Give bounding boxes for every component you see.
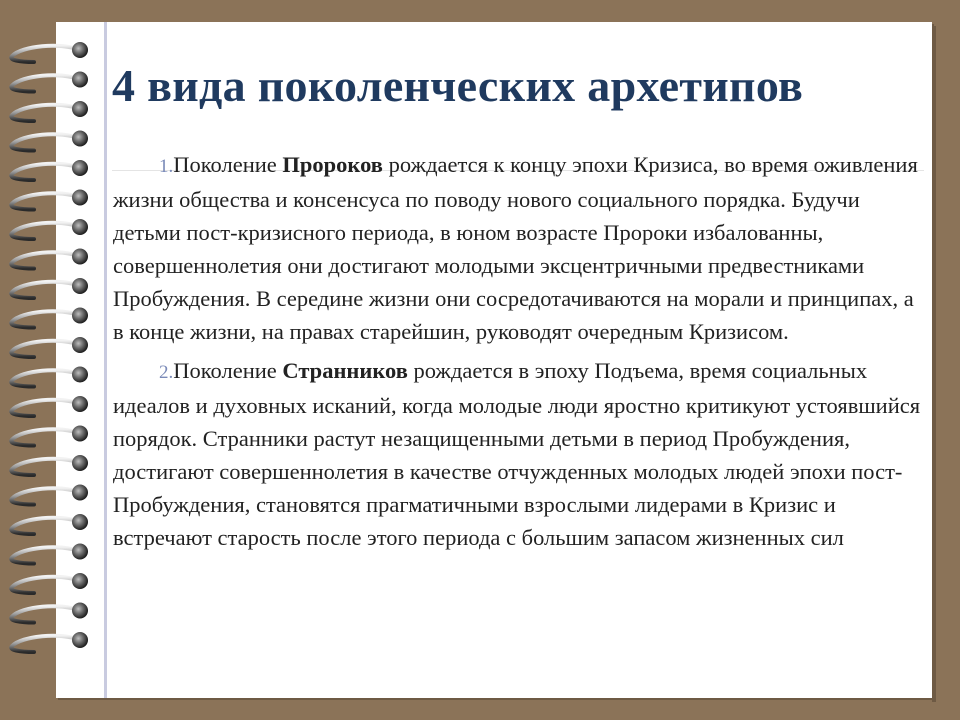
paragraph-wanderers [113, 354, 921, 554]
paragraph-prophets [113, 148, 921, 348]
spiral-ring-icon [11, 278, 88, 298]
spiral-ring-icon [11, 249, 88, 269]
spiral-ring-icon [11, 632, 88, 652]
paragraph-text: рождается к концу эпохи Кризиса, во время оживления жизни общества и консенсуса по поводу нового социального порядка. Будучи детьми пост-кризисного периода, в юном возрасте Пророки избалованны, совершеннолетия они достигают молодыми эксцентричными предвестниками Пробуждения. В середине жизни они сосредотачиваются на морали и принципах, а в конце жизни, на правах старейшин, руководят очередным Кризисом. [113, 152, 918, 344]
list-number: 2. [159, 362, 174, 383]
page-title: 4 вида поколенческих архетипов [112, 60, 804, 111]
spiral-ring-icon [11, 544, 88, 564]
spiral-ring-icon [11, 367, 88, 387]
spiral-ring-icon [11, 514, 88, 534]
body-text [113, 148, 921, 560]
spiral-ring-icon [11, 219, 88, 239]
spiral-ring-icon [11, 190, 88, 210]
spiral-ring-icon [11, 337, 88, 357]
spiral-ring-icon [11, 485, 88, 505]
spiral-ring-icon [11, 42, 88, 62]
paragraph-text: рождается в эпоху Подъема, время социальных идеалов и духовных исканий, когда молодые люди яростно критикуют устоявшийся порядок. Странники растут незащищенными детьми в период Пробуждения, достигают совершеннолетия в качестве отчужденных молодых людей эпохи пост-Пробуждения, становятся прагматичными взрослыми лидерами в Кризис и встречают старость после этого периода с большим запасом жизненных сил [113, 358, 921, 550]
spiral-rings-icon [0, 0, 110, 720]
spiral-ring-icon [11, 160, 88, 180]
spiral-ring-icon [11, 573, 88, 593]
keyword-prophets: Пророков [282, 152, 383, 177]
paragraph-prefix: Поколение [173, 358, 283, 383]
spiral-ring-icon [11, 72, 88, 92]
spiral-ring-icon [11, 603, 88, 623]
spiral-ring-icon [11, 426, 88, 446]
spiral-binding [0, 0, 110, 720]
keyword-wanderers: Странников [282, 358, 408, 383]
spiral-ring-icon [11, 455, 88, 475]
list-number: 1. [159, 156, 174, 177]
spiral-ring-icon [11, 308, 88, 328]
spiral-ring-icon [11, 131, 88, 151]
spiral-ring-icon [11, 396, 88, 416]
spiral-ring-icon [11, 101, 88, 121]
paragraph-prefix: Поколение [173, 152, 283, 177]
page-shadow [932, 26, 936, 702]
